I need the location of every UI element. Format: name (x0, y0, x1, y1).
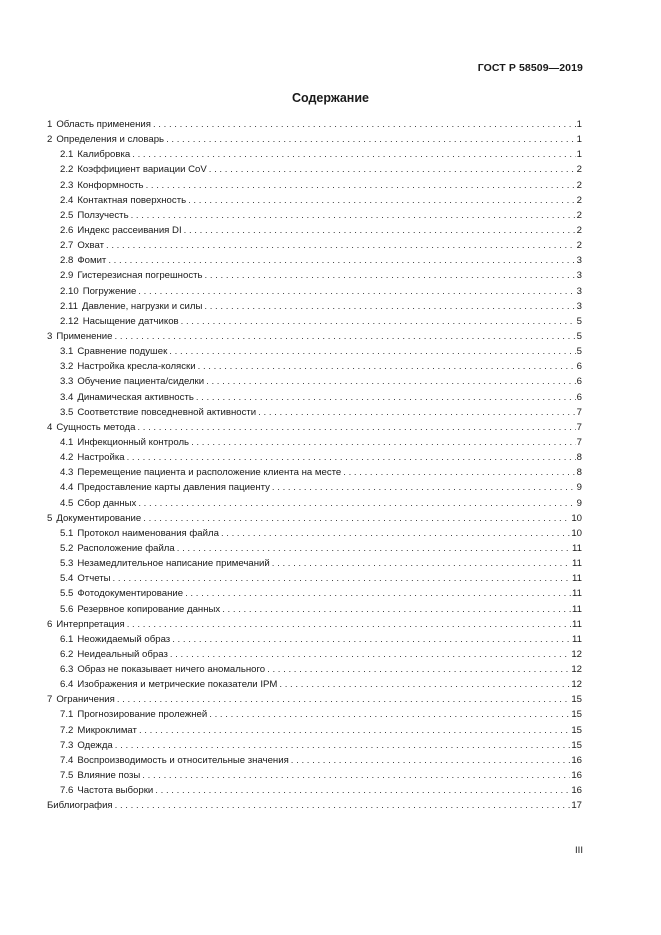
toc-entry-label: Библиография (47, 800, 113, 812)
toc-entry-label: Сущность метода (56, 421, 136, 433)
standard-code: ГОСТ Р 58509—2019 (477, 62, 583, 74)
toc-entry-page: 3 (576, 270, 582, 282)
toc-dot-leader (272, 556, 571, 571)
toc-entry[interactable] (47, 450, 582, 465)
toc-dot-leader (222, 602, 571, 617)
toc-entry-number: 2.7 (60, 240, 74, 252)
toc-dot-leader (138, 496, 575, 511)
toc-dot-leader (139, 723, 570, 738)
toc-entry-label: Неидеальный образ (77, 648, 168, 660)
toc-entry-label: Конформность (77, 179, 144, 191)
toc-entry-page: 5 (576, 315, 582, 327)
toc-entry-label: Динамическая активность (77, 391, 194, 403)
toc-entry-page: 1 (576, 149, 582, 161)
toc-entry[interactable] (47, 178, 582, 193)
toc-entry-number: 4.4 (60, 482, 74, 494)
toc-entry[interactable] (47, 662, 582, 677)
toc-entry-label: Настройка (77, 452, 125, 464)
toc-entry-page: 1 (576, 119, 582, 130)
toc-dot-leader (131, 208, 576, 223)
toc-entry-label: Расположение файла (77, 542, 175, 554)
toc-entry-page: 3 (576, 300, 582, 312)
toc-entry-page: 11 (572, 542, 582, 554)
toc-entry-page: 11 (572, 588, 582, 600)
toc-entry-page: 5 (576, 330, 582, 342)
toc-entry[interactable] (47, 147, 582, 162)
toc-entry-page: 5 (576, 346, 582, 358)
toc-dot-leader (196, 390, 576, 405)
toc-dot-leader (191, 435, 576, 450)
toc-dot-leader (188, 193, 576, 208)
toc-dot-leader (153, 117, 576, 132)
toc-entry-page: 1 (576, 134, 582, 146)
toc-entry-page: 11 (572, 573, 582, 585)
toc-entry-label: Незамедлительное написание примечаний (77, 558, 270, 570)
toc-entry[interactable] (47, 707, 582, 722)
toc-entry-label: Фотодокументирование (77, 588, 184, 600)
toc-entry-number: 4.5 (60, 497, 74, 509)
toc-entry-number: 5.4 (60, 573, 74, 585)
toc-entry-number: 7.5 (60, 770, 74, 782)
toc-entry-page: 17 (571, 800, 582, 812)
toc-entry[interactable] (47, 374, 582, 389)
toc-entry[interactable] (47, 798, 582, 813)
toc-entry-label: Фомит (77, 255, 107, 267)
toc-entry-number: 3 (47, 330, 53, 342)
toc-entry-number: 2.3 (60, 179, 74, 191)
toc-dot-leader (108, 253, 575, 268)
toc-entry-page: 2 (576, 240, 582, 252)
toc-entry[interactable] (47, 723, 582, 738)
toc-entry-label: Сбор данных (77, 497, 137, 509)
toc-entry-label: Неожидаемый образ (77, 633, 171, 645)
toc-entry-number: 2.4 (60, 194, 74, 206)
toc-entry-number: 2 (47, 134, 53, 146)
toc-dot-leader (209, 162, 576, 177)
toc-entry-label: Обучение пациента/сиделки (77, 376, 205, 388)
toc-entry-number: 3.2 (60, 361, 74, 373)
toc-entry[interactable] (47, 208, 582, 223)
toc-entry[interactable] (47, 329, 582, 344)
toc-entry-page: 9 (576, 482, 582, 494)
toc-dot-leader (115, 798, 571, 813)
toc-dot-leader (258, 405, 575, 420)
toc-entry-page: 15 (571, 724, 582, 736)
toc-entry-page: 3 (576, 255, 582, 267)
toc-dot-leader (170, 647, 570, 662)
toc-entry[interactable] (47, 783, 582, 798)
toc-entry-page: 8 (576, 467, 582, 479)
toc-entry[interactable] (47, 738, 582, 753)
toc-entry-number: 5 (47, 512, 53, 524)
toc-entry[interactable] (47, 768, 582, 783)
toc-entry-page: 2 (576, 209, 582, 221)
toc-entry[interactable] (47, 193, 582, 208)
toc-entry-page: 9 (576, 497, 582, 509)
toc-dot-leader (115, 738, 571, 753)
toc-entry-label: Контактная поверхность (77, 194, 187, 206)
toc-entry-label: Калибровка (77, 149, 131, 161)
toc-entry-label: Прогнозирование пролежней (77, 709, 208, 721)
toc-entry-page: 8 (576, 452, 582, 464)
toc-entry-label: Ограничения (56, 694, 115, 706)
toc-dot-leader (146, 178, 576, 193)
toc-entry[interactable] (47, 571, 582, 586)
toc-entry-label: Ползучесть (77, 209, 129, 221)
toc-entry-label: Протокол наименования файла (77, 527, 219, 539)
toc-entry[interactable] (47, 511, 582, 526)
toc-entry-label: Насыщение датчиков (82, 315, 179, 327)
toc-entry-label: Образ не показывает ничего аномального (77, 664, 266, 676)
toc-entry-number: 2.6 (60, 224, 74, 236)
toc-entry-page: 6 (576, 391, 582, 403)
toc-dot-leader (181, 314, 576, 329)
toc-entry-number: 6.2 (60, 648, 74, 660)
toc-dot-leader (137, 420, 575, 435)
toc-entry-number: 5.2 (60, 542, 74, 554)
toc-entry-label: Микроклимат (77, 724, 137, 736)
toc-entry[interactable] (47, 692, 582, 707)
toc-entry-page: 11 (572, 618, 582, 630)
toc-dot-leader (177, 541, 571, 556)
table-of-contents (47, 117, 582, 813)
toc-dot-leader (209, 707, 570, 722)
toc-entry-number: 2.8 (60, 255, 74, 267)
toc-entry[interactable] (47, 359, 582, 374)
toc-entry-number: 2.11 (60, 300, 78, 312)
toc-entry-number: 5.5 (60, 588, 74, 600)
toc-entry-label: Документирование (56, 512, 142, 524)
toc-entry-label: Область применения (56, 119, 151, 130)
toc-entry-label: Перемещение пациента и расположение клиента на месте (77, 467, 342, 479)
toc-entry-number: 4.3 (60, 467, 74, 479)
toc-entry-page: 12 (571, 664, 582, 676)
toc-entry-page: 16 (571, 770, 582, 782)
toc-entry-page: 7 (576, 406, 582, 418)
toc-entry-label: Инфекционный контроль (77, 436, 190, 448)
toc-entry-label: Сравнение подушек (77, 346, 168, 358)
toc-dot-leader (172, 632, 571, 647)
toc-dot-leader (205, 268, 576, 283)
toc-entry[interactable] (47, 132, 582, 147)
toc-entry-page: 15 (571, 709, 582, 721)
toc-entry-label: Настройка кресла-коляски (77, 361, 196, 373)
toc-entry-label: Интерпретация (56, 618, 125, 630)
toc-entry[interactable] (47, 268, 582, 283)
toc-entry[interactable] (47, 753, 582, 768)
toc-entry-label: Применение (56, 330, 113, 342)
toc-title: Содержание (291, 91, 369, 105)
toc-entry[interactable] (47, 586, 582, 601)
toc-entry-label: Индекс рассеивания DI (77, 224, 182, 236)
toc-entry-number: 2.1 (60, 149, 74, 161)
toc-entry[interactable] (47, 223, 582, 238)
toc-entry[interactable] (47, 299, 582, 314)
toc-entry[interactable] (47, 390, 582, 405)
toc-entry-page: 10 (571, 527, 582, 539)
toc-entry-label: Отчеты (77, 573, 111, 585)
toc-entry-page: 2 (576, 179, 582, 191)
toc-entry-page: 2 (576, 224, 582, 236)
toc-entry-label: Воспроизводимость и относительные значения (77, 754, 289, 766)
toc-entry-page: 10 (571, 512, 582, 524)
toc-entry-number: 4.1 (60, 436, 74, 448)
toc-entry-number: 4.2 (60, 452, 74, 464)
toc-entry[interactable] (47, 314, 582, 329)
toc-entry-page: 3 (576, 285, 582, 297)
toc-entry-number: 7.2 (60, 724, 74, 736)
toc-entry[interactable] (47, 526, 582, 541)
toc-entry[interactable] (47, 541, 582, 556)
toc-dot-leader (184, 223, 576, 238)
toc-entry-number: 6.1 (60, 633, 74, 645)
toc-entry-page: 6 (576, 376, 582, 388)
toc-entry-page: 7 (576, 436, 582, 448)
toc-entry[interactable] (47, 496, 582, 511)
toc-entry[interactable] (47, 465, 582, 480)
toc-dot-leader (127, 450, 576, 465)
toc-dot-leader (185, 586, 571, 601)
toc-entry-number: 6 (47, 618, 53, 630)
toc-entry-page: 2 (576, 164, 582, 176)
toc-entry-label: Одежда (77, 739, 113, 751)
toc-entry-number: 3.5 (60, 406, 74, 418)
toc-dot-leader (166, 132, 576, 147)
toc-entry-label: Определения и словарь (56, 134, 165, 146)
toc-entry[interactable] (47, 556, 582, 571)
toc-entry[interactable] (47, 117, 582, 132)
toc-entry[interactable] (47, 617, 582, 632)
toc-dot-leader (169, 344, 575, 359)
toc-entry-number: 3.3 (60, 376, 74, 388)
toc-dot-leader (132, 147, 575, 162)
toc-entry-page: 16 (571, 754, 582, 766)
toc-entry[interactable] (47, 480, 582, 495)
toc-entry-page: 15 (571, 739, 582, 751)
toc-entry-number: 7 (47, 694, 53, 706)
toc-entry-page: 12 (571, 648, 582, 660)
page-number: III (575, 845, 583, 856)
toc-entry[interactable] (47, 405, 582, 420)
toc-entry[interactable] (47, 344, 582, 359)
toc-entry-label: Погружение (82, 285, 137, 297)
toc-entry-number: 7.4 (60, 754, 74, 766)
toc-dot-leader (291, 753, 571, 768)
toc-entry-label: Охват (77, 240, 105, 252)
toc-entry-page: 11 (572, 633, 582, 645)
toc-entry[interactable] (47, 162, 582, 177)
toc-entry-number: 2.5 (60, 209, 74, 221)
toc-entry-label: Изображения и метрические показатели IPM (77, 679, 278, 691)
toc-entry-number: 1 (47, 119, 53, 130)
toc-entry-page: 6 (576, 361, 582, 373)
toc-dot-leader (279, 677, 570, 692)
toc-entry-number: 5.3 (60, 558, 74, 570)
toc-dot-leader (127, 617, 571, 632)
toc-entry-page: 2 (576, 194, 582, 206)
toc-dot-leader (155, 783, 570, 798)
toc-entry-number: 7.3 (60, 739, 74, 751)
toc-entry-page: 16 (571, 785, 582, 797)
toc-entry-number: 6.3 (60, 664, 74, 676)
toc-entry-page: 11 (572, 558, 582, 570)
toc-entry-number: 2.10 (60, 285, 79, 297)
toc-entry-label: Частота выборки (77, 785, 154, 797)
toc-entry-page: 12 (571, 679, 582, 691)
toc-entry-number: 5.6 (60, 603, 74, 615)
toc-entry[interactable] (47, 284, 582, 299)
toc-entry-number: 2.2 (60, 164, 74, 176)
toc-dot-leader (115, 329, 576, 344)
toc-entry-number: 5.1 (60, 527, 74, 539)
toc-entry-page: 11 (572, 603, 582, 615)
toc-entry[interactable] (47, 435, 582, 450)
toc-dot-leader (106, 238, 576, 253)
toc-dot-leader (142, 768, 570, 783)
toc-dot-leader (267, 662, 570, 677)
toc-entry[interactable] (47, 238, 582, 253)
toc-entry-number: 4 (47, 421, 53, 433)
toc-dot-leader (204, 299, 575, 314)
toc-dot-leader (113, 571, 572, 586)
toc-entry-label: Предоставление карты давления пациенту (77, 482, 270, 494)
toc-dot-leader (138, 284, 575, 299)
toc-entry-number: 3.1 (60, 346, 74, 358)
toc-entry-page: 15 (571, 694, 582, 706)
toc-dot-leader (117, 692, 571, 707)
toc-entry[interactable] (47, 647, 582, 662)
toc-dot-leader (143, 511, 570, 526)
toc-dot-leader (221, 526, 570, 541)
toc-entry-number: 7.6 (60, 785, 74, 797)
toc-dot-leader (272, 480, 576, 495)
toc-entry-number: 6.4 (60, 679, 74, 691)
toc-entry-label: Давление, нагрузки и силы (81, 300, 203, 312)
toc-entry-number: 2.12 (60, 315, 79, 327)
toc-entry-number: 7.1 (60, 709, 74, 721)
toc-entry[interactable] (47, 253, 582, 268)
toc-entry-number: 2.9 (60, 270, 74, 282)
toc-entry[interactable] (47, 632, 582, 647)
toc-entry[interactable] (47, 677, 582, 692)
toc-entry[interactable] (47, 602, 582, 617)
toc-entry-label: Соответствие повседневной активности (77, 406, 257, 418)
toc-entry-label: Коэффициент вариации CoV (77, 164, 207, 176)
toc-entry-number: 3.4 (60, 391, 74, 403)
toc-entry-label: Гистерезисная погрешность (77, 270, 203, 282)
toc-entry-page: 7 (576, 421, 582, 433)
toc-dot-leader (198, 359, 576, 374)
toc-dot-leader (343, 465, 575, 480)
toc-dot-leader (206, 374, 576, 389)
toc-entry[interactable] (47, 420, 582, 435)
toc-entry-label: Резервное копирование данных (77, 603, 221, 615)
toc-entry-label: Влияние позы (77, 770, 141, 782)
